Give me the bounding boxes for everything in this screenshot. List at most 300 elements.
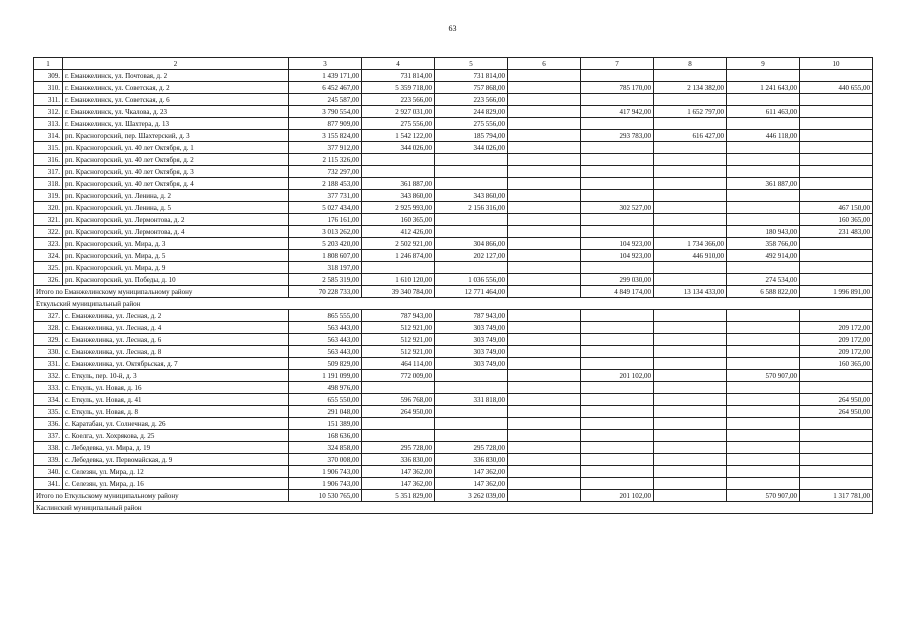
row-number: 312.	[34, 106, 63, 118]
value-cell: 202 127,00	[435, 250, 508, 262]
address-cell: с. Селезян, ул. Мира, д. 16	[63, 478, 289, 490]
value-cell: 1 996 891,00	[800, 286, 873, 298]
table-row	[34, 178, 873, 190]
value-cell: 2 156 316,00	[435, 202, 508, 214]
table-row	[34, 142, 873, 154]
row-number: 324.	[34, 250, 63, 262]
value-cell	[800, 418, 873, 430]
address-cell: г. Еманжелинск, ул. Советская, д. 2	[63, 82, 289, 94]
total-row	[34, 490, 873, 502]
value-cell: 377 912,00	[289, 142, 362, 154]
value-cell: 2 115 326,00	[289, 154, 362, 166]
value-cell	[581, 226, 654, 238]
value-cell: 1 808 607,00	[289, 250, 362, 262]
row-number: 314.	[34, 130, 63, 142]
total-label: Итого по Еткульскому муниципальному району	[34, 490, 289, 502]
value-cell	[362, 154, 435, 166]
row-number: 341.	[34, 478, 63, 490]
value-cell	[654, 142, 727, 154]
address-cell: г. Еманжелинск, ул. Советская, д. 6	[63, 94, 289, 106]
header-cell: 2	[63, 58, 289, 70]
address-cell: с. Еманжелинка, ул. Октябрьская, д. 7	[63, 358, 289, 370]
value-cell: 39 340 784,00	[362, 286, 435, 298]
table-row	[34, 82, 873, 94]
row-number: 337.	[34, 430, 63, 442]
value-cell: 299 030,00	[581, 274, 654, 286]
value-cell	[654, 454, 727, 466]
value-cell: 223 566,00	[362, 94, 435, 106]
value-cell: 275 556,00	[362, 118, 435, 130]
value-cell: 264 950,00	[800, 406, 873, 418]
value-cell: 1 246 874,00	[362, 250, 435, 262]
value-cell	[800, 70, 873, 82]
row-number: 311.	[34, 94, 63, 106]
address-cell: рп. Красногорский, ул. Лермонтова, д. 2	[63, 214, 289, 226]
value-cell: 343 860,00	[362, 190, 435, 202]
section-row	[34, 502, 873, 514]
value-cell: 3 155 824,00	[289, 130, 362, 142]
table-row	[34, 70, 873, 82]
value-cell	[727, 202, 800, 214]
value-cell: 147 362,00	[362, 478, 435, 490]
row-number: 328.	[34, 322, 63, 334]
value-cell	[654, 118, 727, 130]
value-cell	[581, 346, 654, 358]
value-cell	[727, 382, 800, 394]
value-cell: 303 749,00	[435, 322, 508, 334]
value-cell: 570 907,00	[727, 490, 800, 502]
value-cell: 865 555,00	[289, 310, 362, 322]
value-cell: 358 766,00	[727, 238, 800, 250]
value-cell	[508, 322, 581, 334]
value-cell: 772 009,00	[362, 370, 435, 382]
value-cell	[654, 178, 727, 190]
value-cell: 2 585 319,00	[289, 274, 362, 286]
value-cell	[727, 310, 800, 322]
value-cell	[727, 358, 800, 370]
value-cell	[800, 262, 873, 274]
table-row	[34, 94, 873, 106]
value-cell: 1 036 556,00	[435, 274, 508, 286]
row-number: 318.	[34, 178, 63, 190]
value-cell: 201 102,00	[581, 370, 654, 382]
table-row	[34, 406, 873, 418]
value-cell	[654, 334, 727, 346]
address-cell: рп. Красногорский, ул. Победы, д. 10	[63, 274, 289, 286]
value-cell	[435, 166, 508, 178]
value-cell	[800, 154, 873, 166]
section-label: Каслинский муниципальный район	[34, 502, 873, 514]
value-cell: 244 829,00	[435, 106, 508, 118]
table-row	[34, 190, 873, 202]
address-cell: рп. Красногорский, пер. Шахтерский, д. 3	[63, 130, 289, 142]
table-row	[34, 430, 873, 442]
value-cell: 147 362,00	[362, 466, 435, 478]
table-row	[34, 202, 873, 214]
value-cell: 245 587,00	[289, 94, 362, 106]
value-cell: 732 297,00	[289, 166, 362, 178]
value-cell: 2 502 921,00	[362, 238, 435, 250]
value-cell	[654, 166, 727, 178]
value-cell	[362, 430, 435, 442]
value-cell	[654, 274, 727, 286]
table-body	[34, 58, 873, 514]
header-cell: 5	[435, 58, 508, 70]
value-cell: 596 768,00	[362, 394, 435, 406]
header-cell: 9	[727, 58, 800, 70]
table-row	[34, 322, 873, 334]
value-cell	[800, 466, 873, 478]
value-cell: 264 950,00	[362, 406, 435, 418]
value-cell: 512 921,00	[362, 346, 435, 358]
value-cell	[508, 334, 581, 346]
value-cell	[508, 214, 581, 226]
table-row	[34, 454, 873, 466]
value-cell: 2 188 453,00	[289, 178, 362, 190]
value-cell	[800, 430, 873, 442]
value-cell: 787 943,00	[362, 310, 435, 322]
value-cell: 295 728,00	[362, 442, 435, 454]
value-cell	[581, 322, 654, 334]
value-cell: 1 734 366,00	[654, 238, 727, 250]
value-cell	[508, 454, 581, 466]
address-cell: с. Еманжелинка, ул. Лесная, д. 2	[63, 310, 289, 322]
value-cell: 467 150,00	[800, 202, 873, 214]
value-cell	[800, 370, 873, 382]
value-cell: 877 909,00	[289, 118, 362, 130]
row-number: 327.	[34, 310, 63, 322]
value-cell: 6 588 822,00	[727, 286, 800, 298]
table-row	[34, 154, 873, 166]
value-cell: 160 365,00	[362, 214, 435, 226]
value-cell: 5 351 829,00	[362, 490, 435, 502]
value-cell: 3 013 262,00	[289, 226, 362, 238]
row-number: 315.	[34, 142, 63, 154]
value-cell: 160 365,00	[800, 358, 873, 370]
value-cell	[362, 382, 435, 394]
value-cell	[508, 346, 581, 358]
value-cell	[581, 70, 654, 82]
address-cell: рп. Красногорский, ул. Лермонтова, д. 4	[63, 226, 289, 238]
value-cell	[654, 490, 727, 502]
table-row	[34, 418, 873, 430]
value-cell: 12 771 464,00	[435, 286, 508, 298]
value-cell	[654, 394, 727, 406]
value-cell: 185 794,00	[435, 130, 508, 142]
value-cell: 70 228 733,00	[289, 286, 362, 298]
table-row	[34, 214, 873, 226]
value-cell	[654, 214, 727, 226]
table-row	[34, 370, 873, 382]
value-cell: 209 172,00	[800, 322, 873, 334]
value-cell: 570 907,00	[727, 370, 800, 382]
value-cell	[581, 334, 654, 346]
value-cell: 168 636,00	[289, 430, 362, 442]
value-cell	[508, 274, 581, 286]
value-cell	[581, 418, 654, 430]
total-label: Итого по Еманжелинскому муниципальному району	[34, 286, 289, 298]
value-cell	[581, 262, 654, 274]
table-row	[34, 442, 873, 454]
value-cell: 1 652 797,00	[654, 106, 727, 118]
value-cell	[654, 154, 727, 166]
value-cell: 147 362,00	[435, 466, 508, 478]
value-cell	[508, 178, 581, 190]
value-cell	[800, 478, 873, 490]
value-cell	[727, 394, 800, 406]
value-cell	[435, 370, 508, 382]
value-cell	[508, 118, 581, 130]
row-number: 322.	[34, 226, 63, 238]
value-cell	[508, 478, 581, 490]
value-cell: 104 923,00	[581, 238, 654, 250]
value-cell: 5 027 434,00	[289, 202, 362, 214]
value-cell	[800, 166, 873, 178]
value-cell	[727, 142, 800, 154]
value-cell	[581, 406, 654, 418]
table-row	[34, 226, 873, 238]
value-cell: 336 830,00	[435, 454, 508, 466]
value-cell: 209 172,00	[800, 346, 873, 358]
page-number: 63	[448, 24, 457, 33]
value-cell: 512 921,00	[362, 334, 435, 346]
table-row	[34, 274, 873, 286]
row-number: 317.	[34, 166, 63, 178]
value-cell	[727, 406, 800, 418]
value-cell: 412 426,00	[362, 226, 435, 238]
value-cell: 2 134 382,00	[654, 82, 727, 94]
value-cell	[508, 406, 581, 418]
value-cell	[654, 370, 727, 382]
value-cell: 785 170,00	[581, 82, 654, 94]
row-number: 330.	[34, 346, 63, 358]
value-cell	[581, 310, 654, 322]
value-cell: 231 483,00	[800, 226, 873, 238]
table-row	[34, 394, 873, 406]
value-cell: 344 026,00	[435, 142, 508, 154]
value-cell	[654, 94, 727, 106]
value-cell	[508, 190, 581, 202]
value-cell	[654, 310, 727, 322]
value-cell: 344 026,00	[362, 142, 435, 154]
value-cell: 176 161,00	[289, 214, 362, 226]
value-cell: 318 197,00	[289, 262, 362, 274]
value-cell: 1 906 743,00	[289, 466, 362, 478]
value-cell	[508, 82, 581, 94]
table-row	[34, 334, 873, 346]
value-cell	[362, 166, 435, 178]
value-cell	[508, 250, 581, 262]
value-cell	[581, 214, 654, 226]
value-cell	[581, 454, 654, 466]
value-cell	[581, 178, 654, 190]
value-cell	[508, 358, 581, 370]
value-cell: 417 942,00	[581, 106, 654, 118]
value-cell: 611 463,00	[727, 106, 800, 118]
value-cell: 291 048,00	[289, 406, 362, 418]
value-cell: 4 849 174,00	[581, 286, 654, 298]
value-cell	[581, 466, 654, 478]
value-cell: 13 134 433,00	[654, 286, 727, 298]
value-cell: 563 443,00	[289, 334, 362, 346]
value-cell	[508, 490, 581, 502]
value-cell: 331 818,00	[435, 394, 508, 406]
value-cell	[508, 394, 581, 406]
value-cell	[800, 118, 873, 130]
value-cell: 370 008,00	[289, 454, 362, 466]
value-cell	[727, 466, 800, 478]
value-cell	[800, 442, 873, 454]
value-cell	[800, 190, 873, 202]
address-cell: с. Еткуль, пер. 10-й, д. 3	[63, 370, 289, 382]
value-cell: 6 452 467,00	[289, 82, 362, 94]
value-cell: 1 191 099,00	[289, 370, 362, 382]
section-row	[34, 298, 873, 310]
value-cell	[581, 154, 654, 166]
value-cell: 2 925 993,00	[362, 202, 435, 214]
value-cell	[800, 238, 873, 250]
value-cell	[800, 274, 873, 286]
value-cell	[581, 190, 654, 202]
value-cell: 655 550,00	[289, 394, 362, 406]
value-cell: 201 102,00	[581, 490, 654, 502]
value-cell	[654, 442, 727, 454]
row-number: 331.	[34, 358, 63, 370]
value-cell	[581, 394, 654, 406]
value-cell	[727, 154, 800, 166]
value-cell	[654, 262, 727, 274]
table-row	[34, 382, 873, 394]
value-cell: 180 943,00	[727, 226, 800, 238]
value-cell: 3 262 039,00	[435, 490, 508, 502]
value-cell: 498 976,00	[289, 382, 362, 394]
table-row	[34, 238, 873, 250]
value-cell	[654, 478, 727, 490]
value-cell	[727, 454, 800, 466]
row-number: 309.	[34, 70, 63, 82]
value-cell	[654, 322, 727, 334]
value-cell: 274 534,00	[727, 274, 800, 286]
header-cell: 10	[800, 58, 873, 70]
value-cell	[508, 466, 581, 478]
value-cell: 1 439 171,00	[289, 70, 362, 82]
address-cell: с. Еткуль, ул. Новая, д. 16	[63, 382, 289, 394]
value-cell: 731 814,00	[435, 70, 508, 82]
value-cell: 104 923,00	[581, 250, 654, 262]
row-number: 333.	[34, 382, 63, 394]
value-cell	[727, 346, 800, 358]
value-cell	[508, 166, 581, 178]
address-cell: рп. Красногорский, ул. Ленина, д. 2	[63, 190, 289, 202]
value-cell	[508, 382, 581, 394]
value-cell	[654, 430, 727, 442]
value-cell	[508, 430, 581, 442]
row-number: 334.	[34, 394, 63, 406]
value-cell: 1 542 122,00	[362, 130, 435, 142]
value-cell	[508, 370, 581, 382]
value-cell	[581, 430, 654, 442]
value-cell	[654, 202, 727, 214]
value-cell	[435, 382, 508, 394]
row-number: 323.	[34, 238, 63, 250]
value-cell: 303 749,00	[435, 346, 508, 358]
register-table	[33, 57, 873, 514]
section-label: Еткульский муниципальный район	[34, 298, 873, 310]
value-cell	[727, 442, 800, 454]
value-cell	[435, 406, 508, 418]
table-row	[34, 250, 873, 262]
value-cell	[508, 142, 581, 154]
address-cell: рп. Красногорский, ул. 40 лет Октября, д. 3	[63, 166, 289, 178]
value-cell	[581, 118, 654, 130]
value-cell	[581, 166, 654, 178]
address-cell: рп. Красногорский, ул. 40 лет Октября, д. 2	[63, 154, 289, 166]
address-cell: рп. Красногорский, ул. 40 лет Октября, д. 1	[63, 142, 289, 154]
address-cell: с. Еманжелинка, ул. Лесная, д. 4	[63, 322, 289, 334]
address-cell: с. Селезян, ул. Мира, д. 12	[63, 466, 289, 478]
row-number: 320.	[34, 202, 63, 214]
value-cell	[581, 358, 654, 370]
value-cell: 1 906 743,00	[289, 478, 362, 490]
row-number: 340.	[34, 466, 63, 478]
value-cell: 3 790 554,00	[289, 106, 362, 118]
header-cell: 8	[654, 58, 727, 70]
value-cell	[508, 106, 581, 118]
value-cell	[800, 178, 873, 190]
value-cell: 361 887,00	[362, 178, 435, 190]
value-cell: 5 359 718,00	[362, 82, 435, 94]
value-cell	[508, 238, 581, 250]
value-cell	[581, 478, 654, 490]
value-cell	[800, 142, 873, 154]
value-cell: 509 829,00	[289, 358, 362, 370]
value-cell: 303 749,00	[435, 334, 508, 346]
value-cell	[727, 214, 800, 226]
address-cell: рп. Красногорский, ул. Мира, д. 3	[63, 238, 289, 250]
value-cell	[654, 346, 727, 358]
address-cell: рп. Красногорский, ул. Мира, д. 9	[63, 262, 289, 274]
value-cell: 731 814,00	[362, 70, 435, 82]
table-row	[34, 130, 873, 142]
value-cell	[508, 94, 581, 106]
value-cell	[508, 226, 581, 238]
address-cell: с. Еманжелинка, ул. Лесная, д. 6	[63, 334, 289, 346]
value-cell: 343 860,00	[435, 190, 508, 202]
row-number: 332.	[34, 370, 63, 382]
value-cell	[800, 94, 873, 106]
table-row	[34, 118, 873, 130]
value-cell: 563 443,00	[289, 346, 362, 358]
header-cell: 6	[508, 58, 581, 70]
address-cell: с. Еткуль, ул. Новая, д. 41	[63, 394, 289, 406]
value-cell	[727, 430, 800, 442]
row-number: 326.	[34, 274, 63, 286]
row-number: 321.	[34, 214, 63, 226]
value-cell: 264 950,00	[800, 394, 873, 406]
value-cell: 446 118,00	[727, 130, 800, 142]
address-cell: рп. Красногорский, ул. Ленина, д. 5	[63, 202, 289, 214]
value-cell	[362, 262, 435, 274]
value-cell	[508, 286, 581, 298]
value-cell	[727, 70, 800, 82]
value-cell: 1 317 781,00	[800, 490, 873, 502]
value-cell: 209 172,00	[800, 334, 873, 346]
value-cell	[727, 262, 800, 274]
value-cell	[508, 418, 581, 430]
value-cell	[654, 382, 727, 394]
value-cell: 2 927 031,00	[362, 106, 435, 118]
value-cell	[435, 418, 508, 430]
